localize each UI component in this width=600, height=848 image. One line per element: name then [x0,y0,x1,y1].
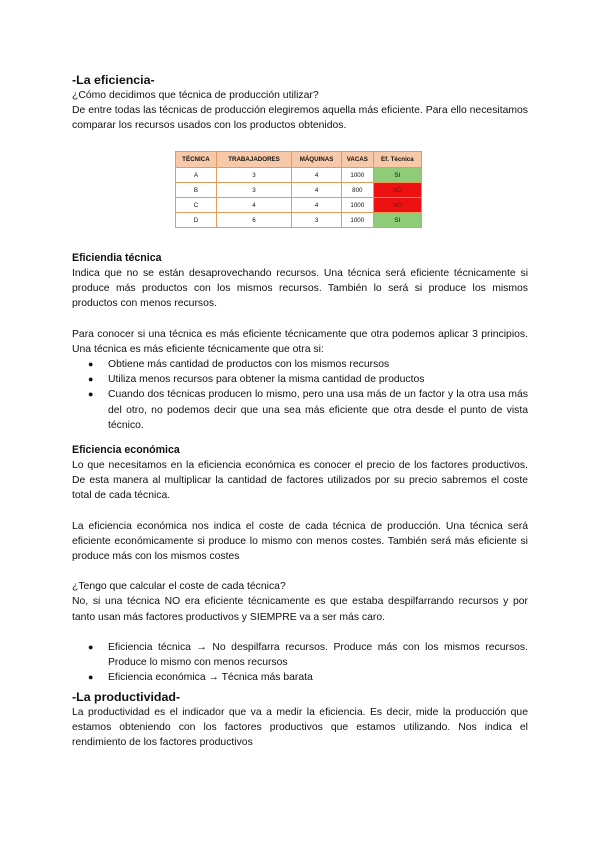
table-header-cell: MÁQUINAS [292,152,342,168]
table-cell: SI [373,213,421,228]
table-cell: C [176,198,217,213]
table-cell: NO [373,183,421,198]
section-title-eficiencia: -La eficiencia- [72,73,155,87]
list-item: ● Utiliza menos recursos para obtener la misma cantidad de productos [72,372,528,387]
table-cell: 3 [216,168,291,183]
table-header-row [176,152,422,168]
section-eficiencia-tecnica [72,251,528,433]
table-cell: 800 [341,183,373,198]
list-item: ● Cuando dos técnicas producen lo mismo, pero una usa más de un factor y la otra usa más del otro, no podemos decir que una sea más eficiente que otra desde el punto de vista técnico. [88,389,528,431]
table-cell: 1000 [341,198,373,213]
tecnica-paragraph-2: Para conocer si una técnica es más eficiente técnicamente que otra podemos aplicar 3 principios. Una técnica es más eficiente técnicamente que otra si: [72,328,528,355]
table-row [176,198,422,213]
productividad-paragraph: La productividad es el indicador que va a medir la eficiencia. Es decir, mide la producción que estamos obteniendo con los factores productivos que estamos utilizando. Nos indica el rendimiento de los factores productivos [72,707,528,749]
bullet-icon: ● [88,641,94,652]
list-item: ● Eficiencia económica → Técnica más barata [72,670,528,685]
table-row [176,183,422,198]
table-cell: A [176,168,217,183]
heading-eficiencia-economica: Eficiencia económica [72,444,180,456]
bullet-icon: ● [88,359,94,370]
table-cell: 4 [292,183,342,198]
section-eficiencia-economica [72,443,528,685]
section-eficiencia-intro [72,72,528,134]
table-cell: 6 [216,213,291,228]
heading-eficiencia-tecnica: Eficiendia técnica [72,252,162,264]
table-cell: NO [373,198,421,213]
economica-paragraph-2: La eficiencia económica nos indica el coste de cada técnica de producción. Una técnica será eficiente económicamente si produce lo mismo con menos costes. También será más eficiente si produce más con los mismos costes [72,520,528,563]
table-cell: 4 [292,168,342,183]
section-title-productividad: -La productividad- [72,690,181,704]
efficiency-table [175,151,422,228]
table-cell: 3 [292,213,342,228]
intro-question: ¿Cómo decidimos que técnica de producción utilizar? [72,90,319,101]
table-cell: SI [373,168,421,183]
bullet-icon: ● [88,672,94,683]
table-cell: B [176,183,217,198]
list-item: ● Obtiene más cantidad de productos con los mismos recursos [72,357,528,372]
economica-answer: No, si una técnica NO era eficiente técnicamente es que estaba despilfarrando recursos y por tanto usan más factores productivos y SIEMPRE va a ser más caro. [72,596,528,623]
table-cell: D [176,213,217,228]
economica-paragraph-1: Lo que necesitamos en la eficiencia económica es conocer el precio de los factores productivos. De esta manera al multiplicar la cantidad de factores utilizados por su precio sabremos el coste total de cada técnica. [72,460,528,502]
table-header-cell: Ef. Técnica [373,152,421,168]
table-header-cell: TRABAJADORES [216,152,291,168]
economica-question: ¿Tengo que calcular el coste de cada técnica? [72,581,286,593]
list-item: ● Eficiencia técnica → No despilfarra recursos. Produce más con los mismos recursos. Produce lo mismo con menos recursos [88,641,528,669]
table-header-cell: VACAS [341,152,373,168]
bullet-icon: ● [88,374,94,385]
intro-paragraph: De entre todas las técnicas de producción elegiremos aquella más eficiente. Para ello necesitamos comparar los recursos usados con los productos obtenidos. [72,105,528,132]
section-productividad [72,689,528,751]
table-row [176,213,422,228]
table-cell: 4 [292,198,342,213]
table-row [176,168,422,183]
table-cell: 3 [216,183,291,198]
bullet-icon: ● [88,389,94,400]
economica-bullet-list [72,640,528,686]
tecnica-bullet-list [72,357,528,433]
table-cell: 1000 [341,213,373,228]
table-header-cell: TÉCNICA [176,152,217,168]
table-cell: 4 [216,198,291,213]
table-cell: 1000 [341,168,373,183]
tecnica-paragraph-1: Indica que no se están desaprovechando recursos. Una técnica será eficiente técnicamente si produce más productos con los mismos recursos. También lo será si produce los mismos productos con menos recursos. [72,268,528,310]
